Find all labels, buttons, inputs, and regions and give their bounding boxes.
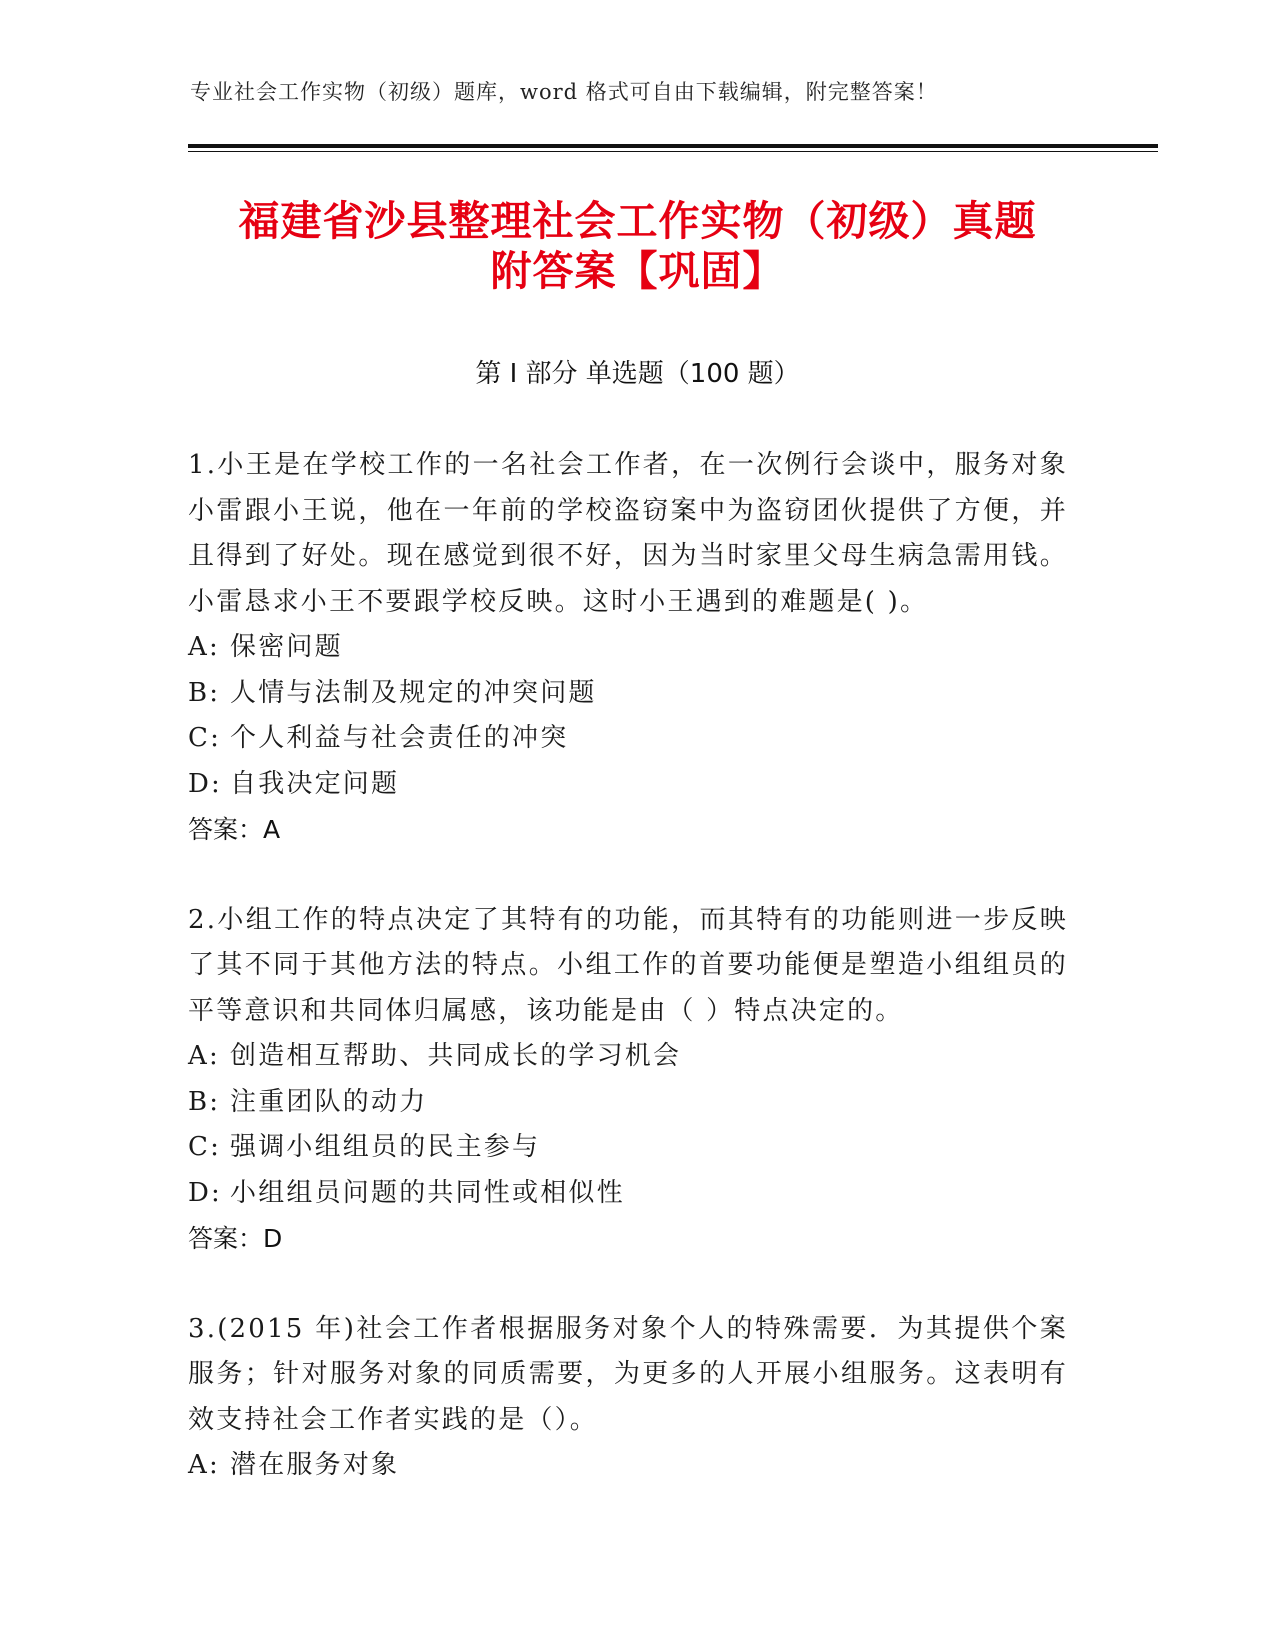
option-key: D: [188,768,223,799]
question-stem: 1.小王是在学校工作的一名社会工作者，在一次例行会谈中，服务对象小雷跟小王说，他在一年前的学校盗窃案中为盗窃团伙提供了方便，并且得到了好处。现在感觉到很不好，因为当时家里父母生病急需用钱。小雷恳求小王不要跟学校反映。这时小王遇到的难题是( )。 [188,450,1068,617]
option-key: B: [188,1086,221,1117]
option-key: D: [188,1177,223,1208]
question-stem: 3.(2015 年)社会工作者根据服务对象个人的特殊需要．为其提供个案服务；针对服务对象的同质需要，为更多的人开展小组服务。这表明有效支持社会工作者实践的是（）。 [188,1313,1068,1435]
option-key: A: [188,632,220,662]
option-b [188,1080,1068,1126]
answer-line: 答案：A [188,815,281,844]
option-d [188,1171,1068,1217]
option-key: A: [188,1450,220,1480]
title-line-1: 福建省沙县整理社会工作实物（初级）真题 [238,197,1037,245]
option-key: B: [188,677,221,708]
option-text: 创造相互帮助、共同成长的学习机会 [230,1041,682,1071]
question-1 [188,443,1068,853]
option-b [188,671,1068,717]
document-title [120,196,1155,296]
question-stem: 2.小组工作的特点决定了其特有的功能，而其特有的功能则进一步反映了其不同于其他方法的特点。小组工作的首要功能便是塑造小组组员的平等意识和共同体归属感，该功能是由（ ）特点决定的。 [188,904,1068,1026]
option-text: 个人利益与社会责任的冲突 [230,723,569,753]
option-text: 小组组员问题的共同性或相似性 [230,1177,625,1208]
answer-line: 答案：D [188,1224,283,1253]
option-text: 强调小组组员的民主参与 [230,1132,541,1162]
option-text: 潜在服务对象 [230,1450,400,1480]
option-text: 人情与法制及规定的冲突问题 [230,677,597,708]
header-rule-thick [188,144,1158,148]
question-list [188,443,1068,1534]
question-3 [188,1307,1068,1489]
option-text: 注重团队的动力 [230,1086,428,1117]
option-text: 自我决定问题 [230,768,400,799]
option-a [188,1443,1068,1489]
title-line-2: 附答案【巩固】 [490,247,785,295]
option-c [188,716,1068,762]
question-2 [188,898,1068,1262]
header-rule-thin [188,151,1158,152]
option-a [188,625,1068,671]
option-key: C: [188,1132,222,1162]
option-key: C: [188,723,222,753]
option-d [188,762,1068,808]
option-key: A: [188,1041,220,1071]
section-title: 第 I 部分 单选题（100 题） [475,359,800,389]
header-note: 专业社会工作实物（初级）题库，word 格式可自由下载编辑，附完整答案！ [190,80,938,104]
option-text: 保密问题 [230,632,343,662]
option-a [188,1034,1068,1080]
option-c [188,1125,1068,1171]
